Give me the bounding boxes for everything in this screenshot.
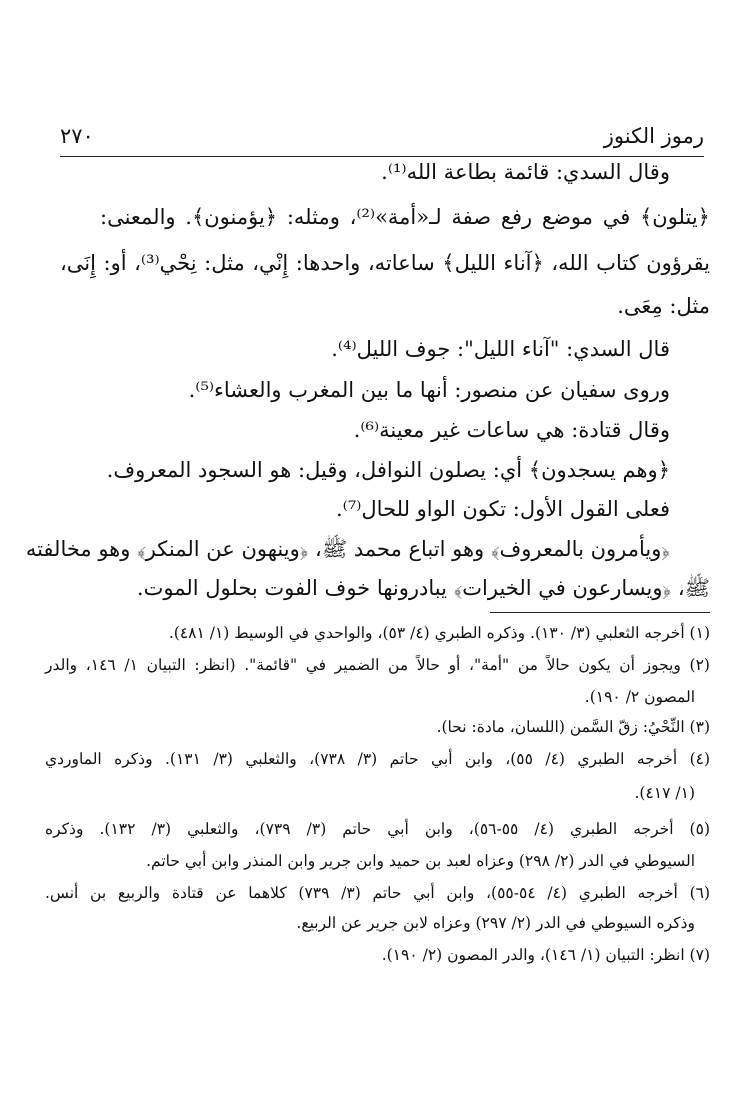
body-line: مثل: مِعَى. bbox=[617, 294, 710, 318]
body-line: ﴿ويأمرون بالمعروف﴾ وهو اتباع محمد ﷺ، ﴿وينهون عن المنكر﴾ وهو مخالفته bbox=[25, 537, 670, 561]
footnote: (١/ ٤١٧). bbox=[634, 784, 695, 802]
body-line: ﷺ، ﴿ويسارعون في الخيرات﴾ يبادرونها خوف الفوت بحلول الموت. bbox=[136, 576, 710, 600]
book-title: رموز الكنوز bbox=[603, 124, 704, 148]
footnote: (٦) أخرجه الطبري (٤/ ٥٤-٥٥)، وابن أبي حاتم (٣/ ٧٣٩) كلاهما عن قتادة والربيع بن أنس. bbox=[45, 884, 711, 902]
footnote: (٧) انظر: التبيان (١/ ١٤٦)، والدر المصون (٢/ ١٩٠). bbox=[381, 946, 710, 964]
body-line: فعلى القول الأول: تكون الواو للحال⁽⁷⁾. bbox=[335, 497, 670, 521]
body-line: وقال قتادة: هي ساعات غير معينة⁽⁶⁾. bbox=[353, 418, 670, 442]
footnote: (٢) ويجوز أن يكون حالاً من "أمة"، أو حالاً من الضمير في "قائمة". (انظر: التبيان ١/ ١٤٦، والدر bbox=[45, 656, 710, 674]
footnote: (٥) أخرجه الطبري (٤/ ٥٥-٥٦)، وابن أبي حاتم (٣/ ٧٣٩)، والثعلبي (٣/ ١٣٢). وذكره bbox=[45, 820, 710, 838]
page-number: ٢٧٠ bbox=[60, 124, 94, 148]
body-line: ﴿وهم يسجدون﴾ أي: يصلون النوافل، وقيل: هو السجود المعروف. bbox=[106, 458, 670, 482]
page-header bbox=[60, 120, 704, 157]
body-line: قال السدي: "آناء الليل": جوف الليل⁽⁴⁾. bbox=[331, 337, 670, 361]
footnote: (٣) النِّحْيُ: زقّ السَّمن (اللسان، مادة: نحا). bbox=[436, 718, 710, 736]
footnote: (١) أخرجه الثعلبي (٣/ ١٣٠). وذكره الطبري (٤/ ٥٣)، والواحدي في الوسيط (١/ ٤٨١). bbox=[168, 624, 710, 642]
footnote: (٤) أخرجه الطبري (٤/ ٥٥)، وابن أبي حاتم (٣/ ٧٣٨)، والثعلبي (٣/ ١٣١). وذكره الماوردي bbox=[45, 750, 711, 768]
footnote-separator bbox=[490, 612, 710, 613]
footnote: المصون ٢/ ١٩٠). bbox=[584, 688, 695, 706]
body-line: وروى سفيان عن منصور: أنها ما بين المغرب والعشاء⁽⁵⁾. bbox=[188, 378, 670, 402]
footnote: وذكره السيوطي في الدر (٢/ ٢٩٧) وعزاه لابن جرير عن الربيع. bbox=[296, 914, 695, 932]
footnote: السيوطي في الدر (٢/ ٢٩٨) وعزاه لعبد بن حميد وابن جرير وابن المنذر وابن أبي حاتم. bbox=[146, 852, 695, 870]
body-line: ﴿يتلون﴾ في موضع رفع صفة لـ«أمة»⁽²⁾، ومثله: ﴿يؤمنون﴾. والمعنى: bbox=[100, 205, 710, 229]
body-line: يقرؤون كتاب الله، ﴿آناء الليل﴾ ساعاته، واحدها: إِنْي، مثل: نِحْي⁽³⁾، أو: إِنَى، bbox=[60, 251, 710, 275]
body-line: وقال السدي: قائمة بطاعة الله⁽¹⁾. bbox=[381, 160, 670, 184]
